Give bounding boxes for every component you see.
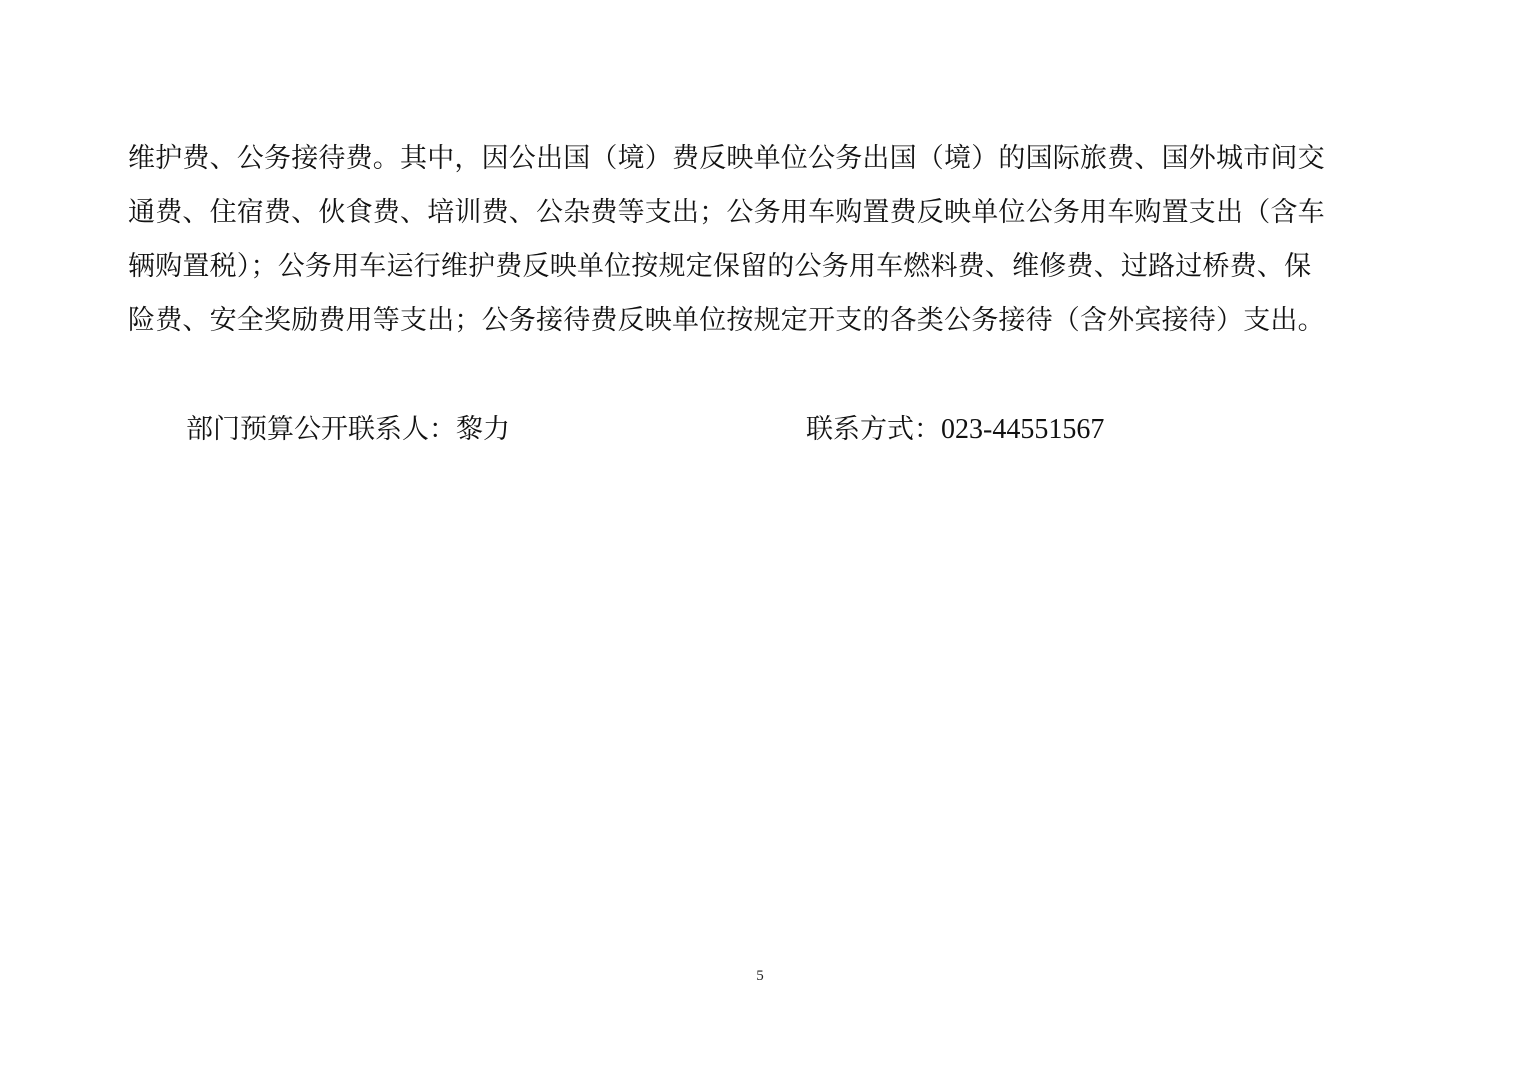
body-paragraph	[128, 132, 1394, 348]
phone-label: 联系方式：	[806, 414, 941, 445]
page-number: 5	[756, 968, 764, 984]
contact-phone	[806, 405, 1104, 455]
paragraph-line-1: 维护费、公务接待费。其中，因公出国（境）费反映单位公务出国（境）的国际旅费、国外城市间交	[128, 143, 1325, 174]
paragraph-line-4: 险费、安全奖励费用等支出；公务接待费反映单位按规定开支的各类公务接待（含外宾接待）支出。	[128, 305, 1325, 336]
contact-info	[0, 405, 1520, 455]
paragraph-line-3: 辆购置税）；公务用车运行维护费反映单位按规定保留的公务用车燃料费、维修费、过路过桥费、保	[128, 251, 1312, 282]
paragraph-line-2: 通费、住宿费、伙食费、培训费、公杂费等支出；公务用车购置费反映单位公务用车购置支出（含车	[128, 197, 1325, 228]
contact-person: 部门预算公开联系人：黎力	[186, 414, 510, 445]
phone-number: 023-44551567	[941, 414, 1105, 445]
